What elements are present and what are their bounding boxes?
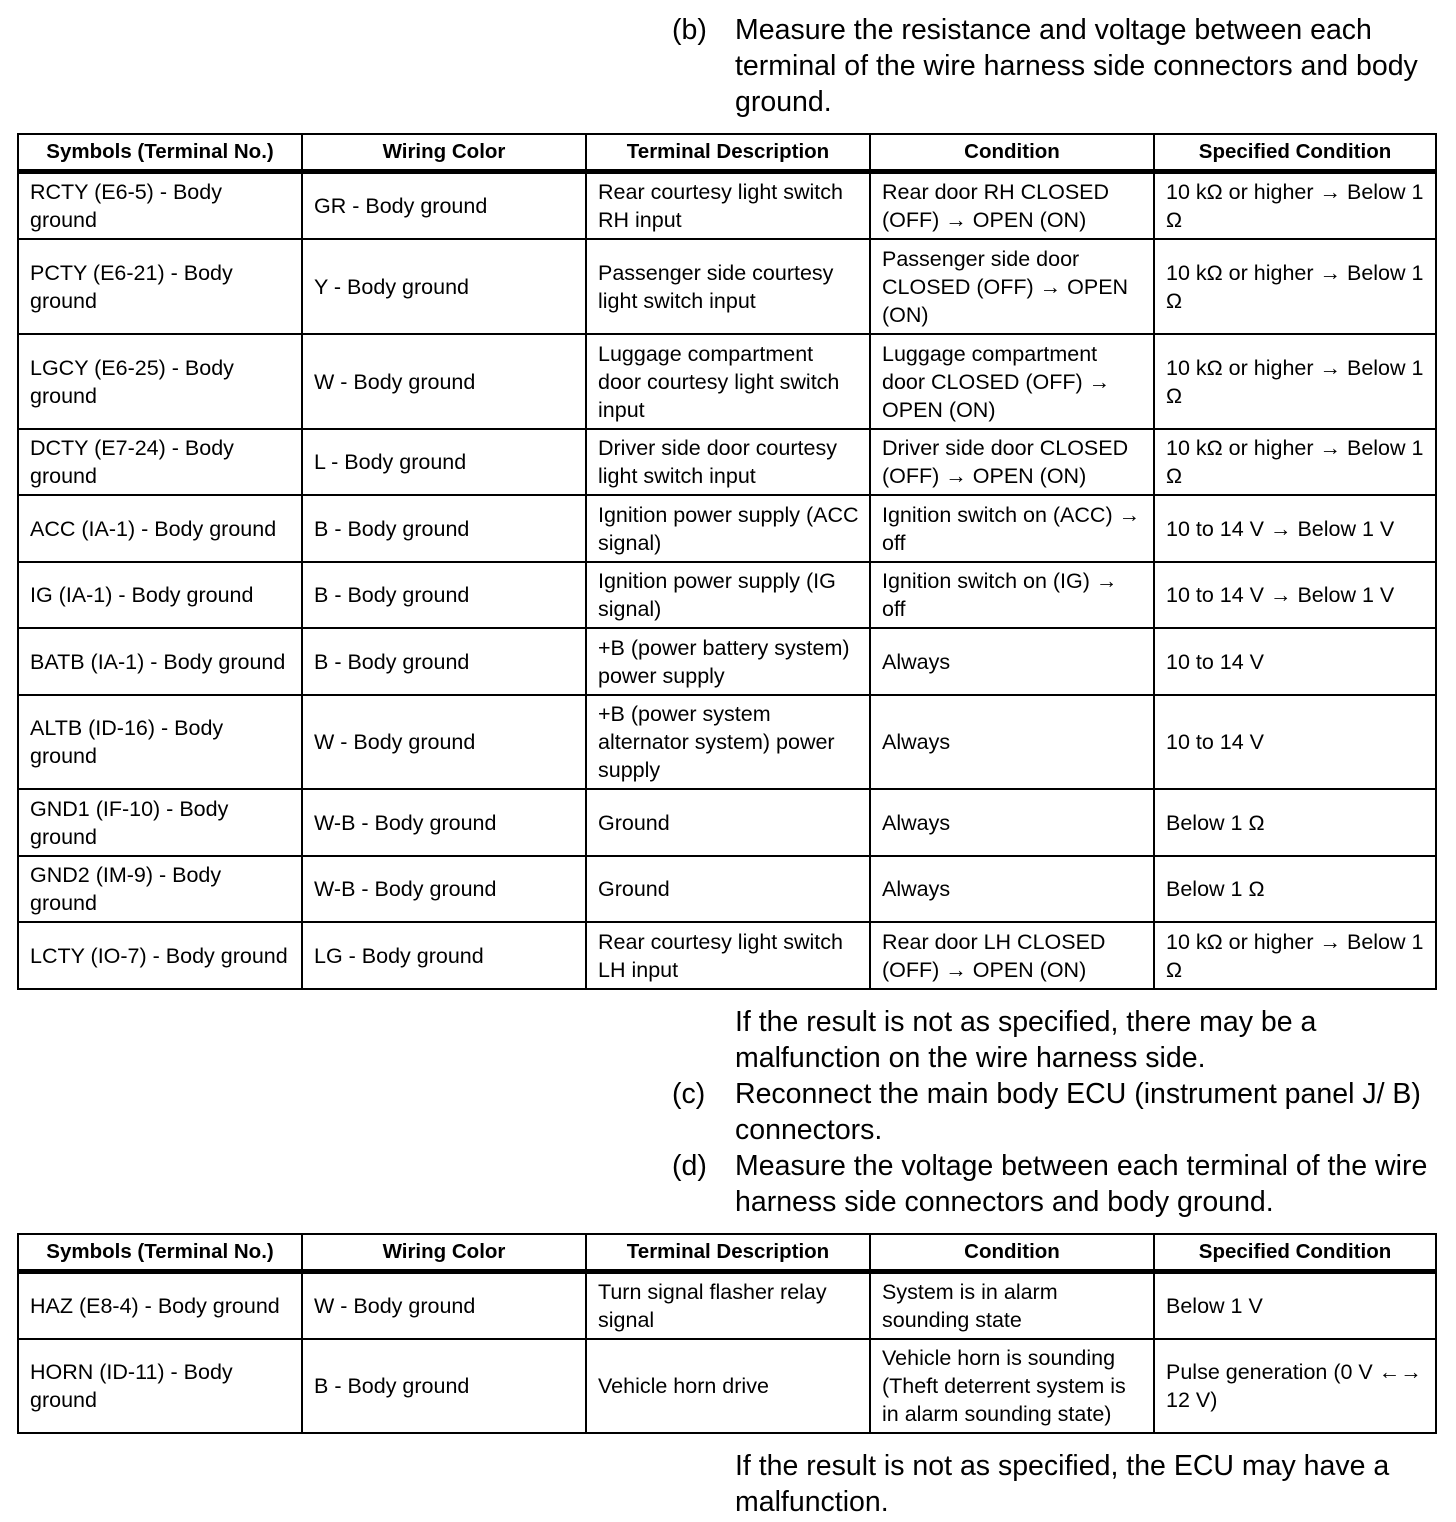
cell-symbol: BATB (IA-1) - Body ground	[18, 628, 302, 695]
resistance-voltage-table	[17, 133, 1437, 990]
cell-specified: Below 1 Ω	[1154, 856, 1436, 922]
step-d-label: (d)	[672, 1150, 707, 1182]
column-header-wiring-color: Wiring Color	[302, 1234, 586, 1272]
cell-symbol: IG (IA-1) - Body ground	[18, 562, 302, 628]
table-row	[18, 495, 1436, 562]
cell-symbol: HORN (ID-11) - Body ground	[18, 1339, 302, 1433]
cell-condition: Driver side door CLOSED (OFF) → OPEN (ON)	[870, 429, 1154, 495]
cell-wiring-color: B - Body ground	[302, 1339, 586, 1433]
cell-symbol: ALTB (ID-16) - Body ground	[18, 695, 302, 789]
ecu-malfunction-note: If the result is not as specified, the ECU may have a malfunction.	[735, 1450, 1390, 1518]
cell-specified: 10 kΩ or higher → Below 1 Ω	[1154, 334, 1436, 429]
cell-symbol: DCTY (E7-24) - Body ground	[18, 429, 302, 495]
voltage-table	[17, 1233, 1437, 1434]
cell-specified: 10 kΩ or higher → Below 1 Ω	[1154, 172, 1436, 240]
column-header-condition: Condition	[870, 1234, 1154, 1272]
cell-condition: Luggage compartment door CLOSED (OFF) → OPEN (ON)	[870, 334, 1154, 429]
column-header-terminal-description: Terminal Description	[586, 134, 870, 172]
cell-wiring-color: B - Body ground	[302, 495, 586, 562]
cell-specified: 10 to 14 V → Below 1 V	[1154, 562, 1436, 628]
cell-description: Ignition power supply (ACC signal)	[586, 495, 870, 562]
step-d	[672, 1148, 1442, 1220]
cell-symbol: RCTY (E6-5) - Body ground	[18, 172, 302, 240]
table-row	[18, 789, 1436, 856]
cell-symbol: PCTY (E6-21) - Body ground	[18, 239, 302, 334]
cell-description: Passenger side courtesy light switch input	[586, 239, 870, 334]
cell-description: Turn signal flasher relay signal	[586, 1272, 870, 1340]
cell-condition: System is in alarm sounding state	[870, 1272, 1154, 1340]
cell-description: Vehicle horn drive	[586, 1339, 870, 1433]
table-row	[18, 922, 1436, 989]
cell-condition: Always	[870, 628, 1154, 695]
step-c-text: Reconnect the main body ECU (instrument panel J/ B) connectors.	[735, 1078, 1421, 1146]
cell-description: +B (power system alternator system) power supply	[586, 695, 870, 789]
cell-specified: 10 to 14 V → Below 1 V	[1154, 495, 1436, 562]
cell-wiring-color: W - Body ground	[302, 334, 586, 429]
cell-specified: Pulse generation (0 V ←→ 12 V)	[1154, 1339, 1436, 1433]
cell-wiring-color: W-B - Body ground	[302, 856, 586, 922]
cell-wiring-color: L - Body ground	[302, 429, 586, 495]
table-header-row	[18, 134, 1436, 172]
cell-description: Ignition power supply (IG signal)	[586, 562, 870, 628]
cell-symbol: ACC (IA-1) - Body ground	[18, 495, 302, 562]
cell-specified: 10 kΩ or higher → Below 1 Ω	[1154, 922, 1436, 989]
cell-condition: Always	[870, 789, 1154, 856]
cell-condition: Ignition switch on (ACC) → off	[870, 495, 1154, 562]
step-b-text: Measure the resistance and voltage between each terminal of the wire harness side connectors and body ground.	[735, 14, 1418, 118]
cell-specified: 10 to 14 V	[1154, 695, 1436, 789]
cell-wiring-color: W-B - Body ground	[302, 789, 586, 856]
cell-condition: Rear door LH CLOSED (OFF) → OPEN (ON)	[870, 922, 1154, 989]
cell-specified: Below 1 Ω	[1154, 789, 1436, 856]
column-header-specified-condition: Specified Condition	[1154, 1234, 1436, 1272]
cell-wiring-color: GR - Body ground	[302, 172, 586, 240]
table-row	[18, 562, 1436, 628]
cell-description: Rear courtesy light switch LH input	[586, 922, 870, 989]
cell-condition: Passenger side door CLOSED (OFF) → OPEN (ON)	[870, 239, 1154, 334]
cell-description: Driver side door courtesy light switch input	[586, 429, 870, 495]
cell-description: Luggage compartment door courtesy light switch input	[586, 334, 870, 429]
cell-wiring-color: B - Body ground	[302, 628, 586, 695]
table-header-row	[18, 1234, 1436, 1272]
column-header-wiring-color: Wiring Color	[302, 134, 586, 172]
cell-symbol: GND2 (IM-9) - Body ground	[18, 856, 302, 922]
harness-malfunction-note: If the result is not as specified, there may be a malfunction on the wire harness side.	[735, 1006, 1317, 1074]
cell-description: Rear courtesy light switch RH input	[586, 172, 870, 240]
table-row	[18, 1339, 1436, 1433]
step-b-label: (b)	[672, 14, 707, 46]
cell-condition: Vehicle horn is sounding (Theft deterrent system is in alarm sounding state)	[870, 1339, 1154, 1433]
cell-specified: Below 1 V	[1154, 1272, 1436, 1340]
table-row	[18, 856, 1436, 922]
column-header-symbols: Symbols (Terminal No.)	[18, 1234, 302, 1272]
cell-specified: 10 to 14 V	[1154, 628, 1436, 695]
cell-symbol: GND1 (IF-10) - Body ground	[18, 789, 302, 856]
cell-condition: Rear door RH CLOSED (OFF) → OPEN (ON)	[870, 172, 1154, 240]
cell-specified: 10 kΩ or higher → Below 1 Ω	[1154, 429, 1436, 495]
cell-description: Ground	[586, 856, 870, 922]
table-row	[18, 239, 1436, 334]
cell-wiring-color: W - Body ground	[302, 1272, 586, 1340]
cell-symbol: HAZ (E8-4) - Body ground	[18, 1272, 302, 1340]
cell-symbol: LGCY (E6-25) - Body ground	[18, 334, 302, 429]
step-c-label: (c)	[672, 1078, 706, 1110]
cell-description: +B (power battery system) power supply	[586, 628, 870, 695]
cell-specified: 10 kΩ or higher → Below 1 Ω	[1154, 239, 1436, 334]
column-header-condition: Condition	[870, 134, 1154, 172]
cell-wiring-color: Y - Body ground	[302, 239, 586, 334]
cell-condition: Ignition switch on (IG) → off	[870, 562, 1154, 628]
table-row	[18, 172, 1436, 240]
cell-wiring-color: W - Body ground	[302, 695, 586, 789]
cell-symbol: LCTY (IO-7) - Body ground	[18, 922, 302, 989]
table-row	[18, 334, 1436, 429]
step-b	[672, 12, 1442, 120]
cell-condition: Always	[870, 695, 1154, 789]
column-header-symbols: Symbols (Terminal No.)	[18, 134, 302, 172]
step-c	[672, 1076, 1442, 1148]
table-row	[18, 429, 1436, 495]
step-d-text: Measure the voltage between each terminal of the wire harness side connectors and body ground.	[735, 1150, 1428, 1218]
column-header-terminal-description: Terminal Description	[586, 1234, 870, 1272]
table-row	[18, 695, 1436, 789]
cell-condition: Always	[870, 856, 1154, 922]
table-row	[18, 628, 1436, 695]
cell-wiring-color: B - Body ground	[302, 562, 586, 628]
cell-description: Ground	[586, 789, 870, 856]
column-header-specified-condition: Specified Condition	[1154, 134, 1436, 172]
table-row	[18, 1272, 1436, 1340]
cell-wiring-color: LG - Body ground	[302, 922, 586, 989]
